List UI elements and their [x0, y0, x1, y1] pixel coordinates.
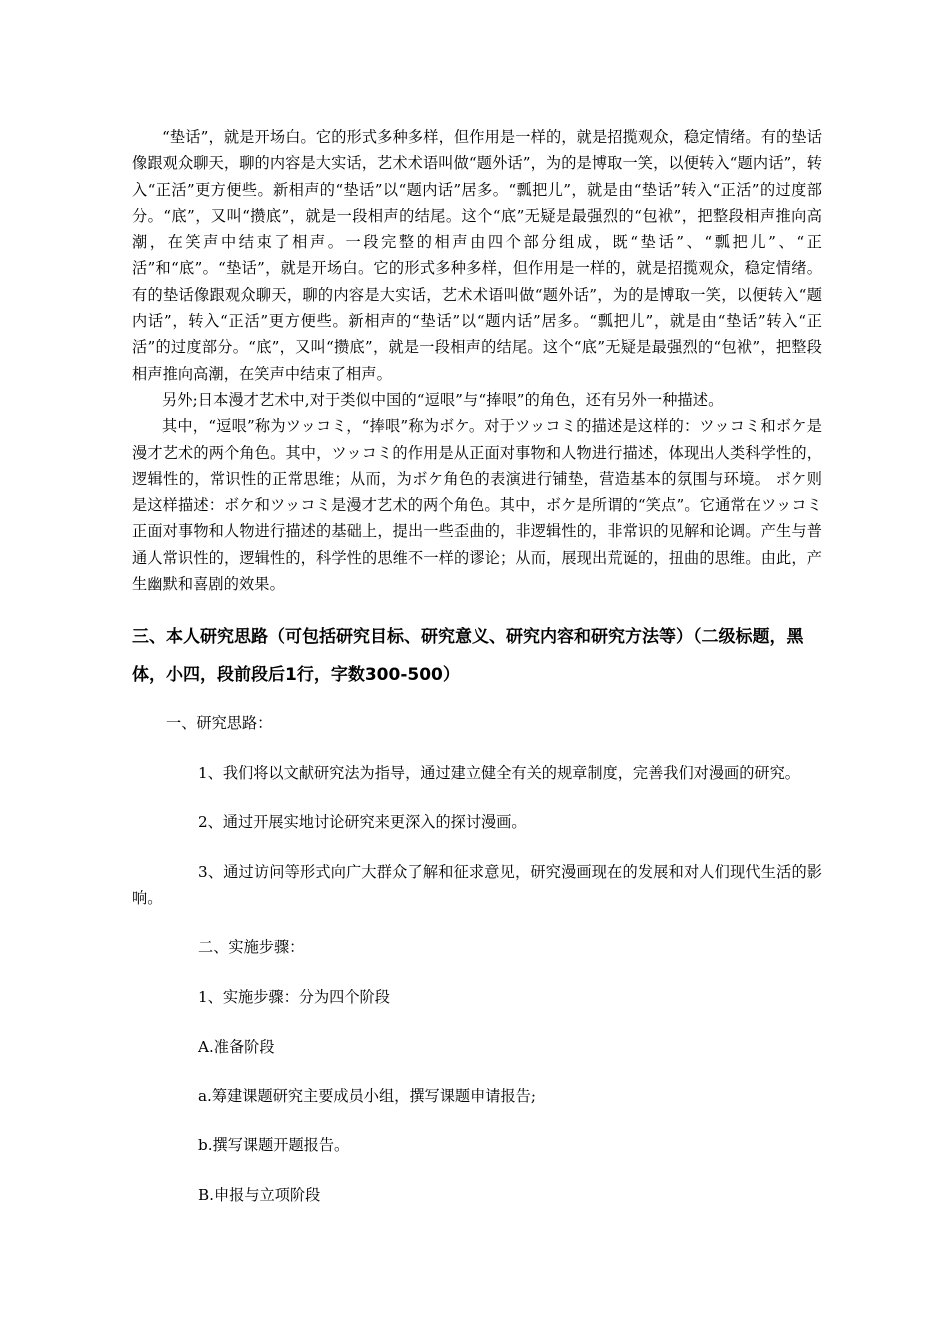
stage-a-item-2: b.撰写课题开题报告。: [198, 1136, 350, 1154]
paragraph-manzai-intro: 另外;日本漫才艺术中,对于类似中国的“逗哏”与“捧哏”的角色，还有另外一种描述。: [162, 390, 724, 409]
stage-a-item-1: a.筹建课题研究主要成员小组，撰写课题申请报告;: [198, 1087, 536, 1105]
stage-a-title: A.准备阶段: [198, 1038, 275, 1056]
implementation-title: 二、实施步骤：: [198, 938, 305, 956]
paragraph-crosstalk-structure: “垫话”，就是开场白。它的形式多种多样，但作用是一样的，就是招揽观众，稳定情绪。有的垫话像跟观众聊天，聊的内容是大实话，艺术术语叫做“题外话”，为的是博取一笑，以便转入“题内话”，转入“正活”更方便些。新相声的“垫话”以“题内话”居多。“瓢把儿”，就是由“垫话”转入“正活”的过度部分。“底”，又叫“攒底”，就是一段相声的结尾。这个“底”无疑是最强烈的“包袱”，把整段相声推向高潮，在笑声中结束了相声。一段完整的相声由四个部分组成，既“垫话”、“瓢把儿”、“正活”和“底”。“垫话”，就是开场白。它的形式多种多样，但作用是一样的，就是招揽观众，稳定情绪。有的垫话像跟观众聊天，聊的内容是大实话，艺术术语叫做“题外话”，为的是博取一笑，以便转入“题内话”，转入“正活”更方便些。新相声的“垫话”以“题内话”居多。“瓢把儿”，就是由“垫话”转入“正活”的过度部分。“底”，又叫“攒底”，就是一段相声的结尾。这个“底”无疑是最强烈的“包袱”，把整段相声推向高潮，在笑声中结束了相声。: [132, 128, 822, 383]
implementation-intro: 1、实施步骤：分为四个阶段: [198, 988, 390, 1006]
paragraph-tsukkomi-boke: 其中，“逗哏”称为ツッコミ，“捧哏”称为ボケ。对于ツッコミ的描述是这样的：ツッコミ和ボケ是漫才艺术的两个角色。其中，ツッコミ的作用是从正面对事物和人物进行描述，体现出人类科学性的，逻辑性的，常识性的正常思维；从而，为ボケ角色的表演进行铺垫，营造基本的氛围与环境。 ボケ则是这样描述：ボケ和ツッコミ是漫才艺术的两个角色。其中，ボケ是所谓的“笑点”。它通常在ツッコミ正面对事物和人物进行描述的基础上，提出一些歪曲的，非逻辑性的，非常识的见解和论调。产生与普通人常识性的，逻辑性的，科学性的思维不一样的谬论；从而，展现出荒诞的，扭曲的思维。由此，产生幽默和喜剧的效果。: [132, 417, 822, 594]
research-item-3: 3、通过访问等形式向广大群众了解和征求意见，研究漫画现在的发展和对人们现代生活的影响。: [132, 863, 822, 908]
research-item-2: 2、通过开展实地讨论研究来更深入的探讨漫画。: [198, 813, 527, 831]
research-ideas-title: 一、研究思路：: [166, 714, 273, 732]
research-item-1: 1、我们将以文献研究法为指导，通过建立健全有关的规章制度，完善我们对漫画的研究。: [198, 764, 800, 782]
body-text-block: [132, 124, 822, 597]
section-heading: 三、本人研究思路（可包括研究目标、研究意义、研究内容和研究方法等）（二级标题，黑体，小四，段前段后1行，字数300-500）: [132, 627, 804, 685]
stage-b-title: B.申报与立项阶段: [198, 1186, 321, 1204]
